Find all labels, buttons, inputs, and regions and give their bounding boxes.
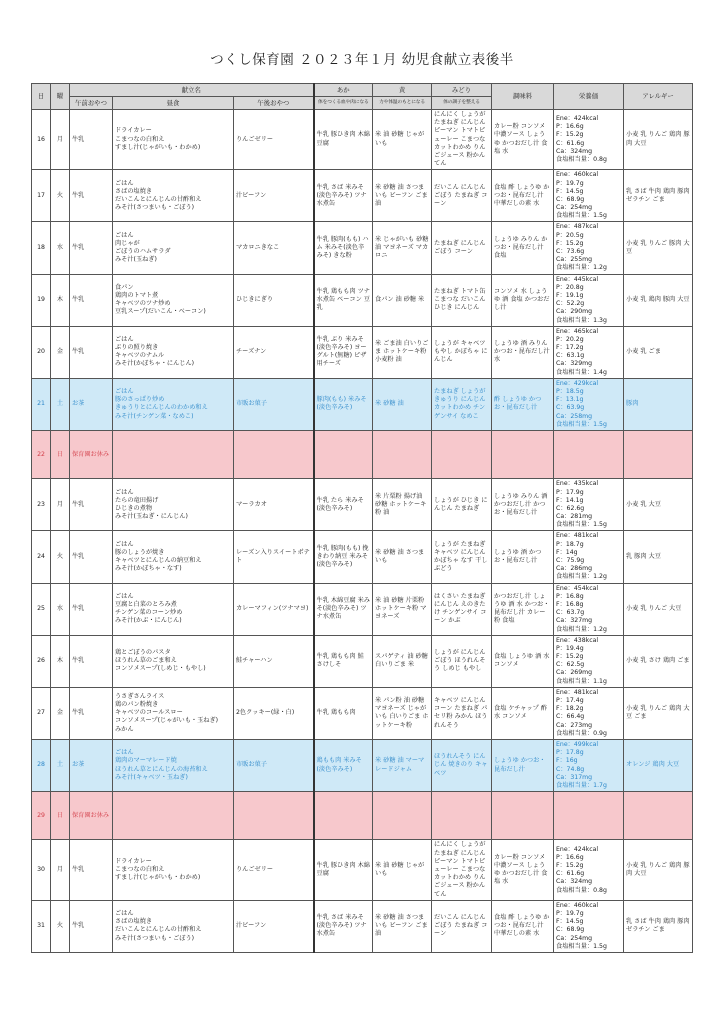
cell-green: たまねぎ トマト缶 こまつな だいこん ひじき にんじん: [432, 274, 492, 326]
cell-green: しょうが たまねぎ キャベツ にんじん かぼちゃ なす 干しぶどう: [432, 531, 492, 583]
cell-pm: りんごゼリー: [234, 840, 314, 900]
cell-day: 23: [32, 479, 51, 531]
header-lunch: 昼食: [113, 97, 234, 110]
cell-yellow: [373, 430, 432, 478]
cell-wd: 木: [51, 635, 70, 687]
cell-lunch: ごはん さばの塩焼き だいこんとにんじんの甘酢和え みそ汁(さつまいも・ごぼう): [113, 170, 234, 222]
cell-lunch: ごはん ぶりの照り焼き キャベツのナムル みそ汁(かぼちゃ・にんじん): [113, 326, 234, 378]
cell-wd: 月: [51, 479, 70, 531]
cell-allergy: 小麦 乳 りんご 鶏肉 大豆 ごま: [624, 687, 693, 739]
cell-lunch: ごはん 肉じゃが ごぼうのハムサラダ みそ汁(玉ねぎ): [113, 222, 234, 274]
cell-am: 牛乳: [70, 900, 113, 952]
header-weekday: 曜: [51, 84, 70, 110]
cell-wd: 木: [51, 274, 70, 326]
table-row: [32, 274, 693, 326]
cell-day: 31: [32, 900, 51, 952]
cell-allergy: 乳 さば 牛肉 鶏肉 豚肉 ゼラチン ごま: [624, 170, 693, 222]
cell-allergy: 小麦 乳 りんご 豚肉 大豆: [624, 222, 693, 274]
cell-am: 牛乳: [70, 222, 113, 274]
cell-wd: 金: [51, 687, 70, 739]
menu-table: [31, 83, 693, 953]
header-am-snack: 午前おやつ: [70, 97, 113, 110]
cell-lunch: ごはん 豚のしょうが焼き キャベツとにんじんの納豆和え みそ汁(かぼちゃ・なす): [113, 531, 234, 583]
cell-yellow: 食パン 油 砂糖 米: [373, 274, 432, 326]
cell-wd: 月: [51, 840, 70, 900]
cell-lunch: ごはん 豆腐と白菜のとろみ煮 チンゲン菜のコーン炒め みそ汁(かぶ・にんじん): [113, 583, 234, 635]
menu-body: [32, 110, 693, 953]
table-row: [32, 739, 693, 791]
table-row: [32, 687, 693, 739]
cell-seasoning: カレー粉 コンソメ 中濃ソース しょうゆ かつおだし汁 食塩 水: [492, 110, 554, 170]
cell-yellow: 米 砂糖 油 さつまいも ビーフン ごま油: [373, 900, 432, 952]
cell-red: 牛乳 豚ひき肉 木綿豆腐: [314, 840, 373, 900]
cell-red: 牛乳 豚ひき肉 木綿豆腐: [314, 110, 373, 170]
page-title: つくし保育園 ２０２３年１月 幼児食献立表後半: [210, 52, 514, 68]
cell-red: 豚肉(もも) 米みそ(淡色辛みそ): [314, 378, 373, 430]
table-row: [32, 479, 693, 531]
cell-am: 牛乳: [70, 170, 113, 222]
cell-seasoning: 酢 しょうゆ かつお・昆布だし汁: [492, 378, 554, 430]
cell-allergy: 小麦 乳 大豆: [624, 479, 693, 531]
header-allergy: アレルギー: [624, 84, 693, 110]
cell-allergy: 小麦 乳 鶏肉 豚肉 大豆: [624, 274, 693, 326]
cell-wd: 火: [51, 531, 70, 583]
cell-day: 17: [32, 170, 51, 222]
cell-yellow: スパゲティ 油 砂糖 白いりごま 米: [373, 635, 432, 687]
cell-yellow: 米 じゃがいも 砂糖 油 マヨネーズ マカロニ: [373, 222, 432, 274]
table-row: [32, 170, 693, 222]
header-red: あか: [314, 84, 373, 97]
cell-seasoning: しょうゆ 酒 みりん かつお・昆布だし汁 水: [492, 326, 554, 378]
cell-day: 18: [32, 222, 51, 274]
cell-seasoning: 食塩 しょうゆ 酒 水 コンソメ: [492, 635, 554, 687]
cell-green: しょうが ひじき にんじん たまねぎ: [432, 479, 492, 531]
cell-allergy: 小麦 乳 りんご 大豆: [624, 583, 693, 635]
cell-yellow: 米 砂糖 油 さつまいも ビーフン ごま油: [373, 170, 432, 222]
cell-green: にんにく しょうが たまねぎ にんじん ピーマン トマトピューレー こまつな カットわかめ りんごジュース 粉かんてん: [432, 840, 492, 900]
cell-yellow: 米 片栗粉 揚げ油 砂糖 ホットケーキ粉 油: [373, 479, 432, 531]
cell-green: [432, 430, 492, 478]
cell-yellow: 米 パン粉 油 砂糖 マヨネーズ じゃがいも 白いりごま ホットケーキ粉: [373, 687, 432, 739]
cell-seasoning: かつおだし汁 しょうゆ 酒 水 かつお・昆布だし汁 カレー粉 食塩: [492, 583, 554, 635]
cell-allergy: 豚肉: [624, 378, 693, 430]
cell-yellow: [373, 792, 432, 840]
cell-green: はくさい たまねぎ にんじん えのきたけ チンゲンサイ コーン かぶ: [432, 583, 492, 635]
cell-nutrition: Ene：499kcal P：17.8g F：16g C：74.8g Ca：317mg 食塩相当量：1.7g: [554, 739, 624, 791]
cell-green: キャベツ にんじん コーン たまねぎ パセリ粉 みかん ほうれんそう: [432, 687, 492, 739]
cell-allergy: 小麦 乳 りんご 鶏肉 豚肉 大豆: [624, 840, 693, 900]
cell-am: 牛乳: [70, 479, 113, 531]
cell-am: 牛乳: [70, 326, 113, 378]
cell-pm: 汁ビーフン: [234, 170, 314, 222]
cell-seasoning: [492, 792, 554, 840]
header-red-sub: 体をつくる血や肉になる: [314, 97, 373, 110]
cell-green: [432, 792, 492, 840]
cell-yellow: 米 砂糖 油: [373, 378, 432, 430]
cell-nutrition: Ene：465kcal P：20.2g F：17.2g C：63.1g Ca：329mg 食塩相当量：1.4g: [554, 326, 624, 378]
cell-lunch: ドライカレー こまつなの白和え すまし汁(じゃがいも・わかめ): [113, 110, 234, 170]
cell-lunch: 食パン 鶏肉のトマト煮 キャベツのツナ炒め 豆乳スープ(だいこん・ベーコン): [113, 274, 234, 326]
table-row: [32, 110, 693, 170]
cell-nutrition: Ene：481kcal P：17.4g F：18.2g C：66.4g Ca：273mg 食塩相当量：0.9g: [554, 687, 624, 739]
cell-wd: 水: [51, 222, 70, 274]
cell-am: 保育園お休み: [70, 430, 113, 478]
cell-lunch: ドライカレー こまつなの白和え すまし汁(じゃがいも・わかめ): [113, 840, 234, 900]
table-row: [32, 583, 693, 635]
cell-am: 牛乳: [70, 531, 113, 583]
cell-day: 21: [32, 378, 51, 430]
cell-wd: 金: [51, 326, 70, 378]
header-green: みどり: [432, 84, 492, 97]
cell-pm: ひじきにぎり: [234, 274, 314, 326]
cell-day: 26: [32, 635, 51, 687]
cell-green: たまねぎ にんじん ごぼう コーン: [432, 222, 492, 274]
cell-am: お茶: [70, 739, 113, 791]
table-row: [32, 635, 693, 687]
header-nutrition: 栄養価: [554, 84, 624, 110]
cell-wd: 火: [51, 170, 70, 222]
cell-wd: 水: [51, 583, 70, 635]
cell-green: しょうが にんじん ごぼう ほうれんそう しめじ もやし: [432, 635, 492, 687]
cell-seasoning: しょうゆ みりん かつお・昆布だし汁 食塩: [492, 222, 554, 274]
cell-nutrition: Ene：487kcal P：20.5g F：15.2g C：73.6g Ca：255mg 食塩相当量：1.2g: [554, 222, 624, 274]
cell-lunch: ごはん 鶏肉のマーマレード焼 ほうれん草とにんじんの海苔和え みそ汁(キャベツ・玉ねぎ): [113, 739, 234, 791]
cell-red: 牛乳 ぶり 米みそ(淡色辛みそ) ヨーグルト(無糖) ピザ用チーズ: [314, 326, 373, 378]
cell-wd: 月: [51, 110, 70, 170]
cell-nutrition: Ene：460kcal P：19.7g F：14.5g C：68.9g Ca：254mg 食塩相当量：1.5g: [554, 900, 624, 952]
cell-lunch: ごはん 豚のさっぱり炒め きゅうりとにんじんのわかめ和え みそ汁(チンゲン菜・なめこ): [113, 378, 234, 430]
cell-yellow: 米 油 砂糖 片栗粉 ホットケーキ粉 マヨネーズ: [373, 583, 432, 635]
table-row: [32, 840, 693, 900]
cell-seasoning: [492, 430, 554, 478]
cell-red: 牛乳 さば 米みそ(淡色辛みそ) ツナ水煮缶: [314, 170, 373, 222]
cell-red: 鶏もも肉 米みそ(淡色辛みそ): [314, 739, 373, 791]
cell-green: ほうれんそう にんじん 焼きのり キャベツ: [432, 739, 492, 791]
table-row: [32, 792, 693, 840]
cell-nutrition: Ene：424kcal P：16.6g F：15.2g C：61.6g Ca：324mg 食塩相当量：0.8g: [554, 110, 624, 170]
cell-red: [314, 792, 373, 840]
cell-green: たまねぎ しょうが きゅうり にんじん カットわかめ チンゲンサイ なめこ: [432, 378, 492, 430]
cell-allergy: 小麦 乳 りんご 鶏肉 豚肉 大豆: [624, 110, 693, 170]
cell-pm: カレーマフィン(ツナマヨ): [234, 583, 314, 635]
cell-wd: 土: [51, 739, 70, 791]
cell-allergy: オレンジ 鶏肉 大豆: [624, 739, 693, 791]
header-yellow-sub: 力や体温のもとになる: [373, 97, 432, 110]
cell-yellow: 米 油 砂糖 じゃがいも: [373, 110, 432, 170]
cell-nutrition: Ene：481kcal P：18.7g F：14g C：75.9g Ca：286mg 食塩相当量：1.2g: [554, 531, 624, 583]
cell-nutrition: Ene：424kcal P：16.6g F：15.2g C：61.6g Ca：324mg 食塩相当量：0.8g: [554, 840, 624, 900]
cell-nutrition: Ene：429kcal P：18.5g F：13.1g C：63.9g Ca：258mg 食塩相当量：1.5g: [554, 378, 624, 430]
cell-day: 19: [32, 274, 51, 326]
cell-allergy: 乳 さば 牛肉 鶏肉 豚肉 ゼラチン ごま: [624, 900, 693, 952]
cell-lunch: ごはん さばの塩焼き だいこんとにんじんの甘酢和え みそ汁(さつまいも・ごぼう): [113, 900, 234, 952]
cell-pm: [234, 792, 314, 840]
cell-pm: [234, 430, 314, 478]
cell-nutrition: [554, 430, 624, 478]
cell-am: お茶: [70, 378, 113, 430]
header-green-sub: 体の調子を整える: [432, 97, 492, 110]
cell-wd: 火: [51, 900, 70, 952]
cell-am: 牛乳: [70, 583, 113, 635]
table-row: [32, 531, 693, 583]
cell-red: 牛乳 鶏もも肉: [314, 687, 373, 739]
cell-nutrition: Ene：445kcal P：20.8g F：19.1g C：52.2g Ca：290mg 食塩相当量：1.3g: [554, 274, 624, 326]
cell-nutrition: [554, 792, 624, 840]
table-row: [32, 900, 693, 952]
cell-allergy: 小麦 乳 さけ 鶏肉 ごま: [624, 635, 693, 687]
header-menu-name: 献立名: [70, 84, 314, 97]
cell-nutrition: Ene：435kcal P：17.9g F：14.1g C：62.6g Ca：281mg 食塩相当量：1.5g: [554, 479, 624, 531]
header-pm-snack: 午後おやつ: [234, 97, 314, 110]
cell-pm: チーズナン: [234, 326, 314, 378]
header-day: 日: [32, 84, 51, 110]
cell-allergy: [624, 430, 693, 478]
cell-pm: マカロニきなこ: [234, 222, 314, 274]
cell-day: 30: [32, 840, 51, 900]
cell-pm: 鮭チャーハン: [234, 635, 314, 687]
cell-am: 牛乳: [70, 687, 113, 739]
cell-day: 22: [32, 430, 51, 478]
cell-pm: 汁ビーフン: [234, 900, 314, 952]
cell-wd: 日: [51, 430, 70, 478]
cell-lunch: 鶏とごぼうのパスタ ほうれん草のごま和え コンソメスープ(しめじ・もやし): [113, 635, 234, 687]
cell-green: だいこん にんじん ごぼう たまねぎ コーン: [432, 900, 492, 952]
cell-nutrition: Ene：438kcal P：19.4g F：15.2g C：62.5g Ca：269mg 食塩相当量：1.1g: [554, 635, 624, 687]
cell-seasoning: しょうゆ みりん 酒 かつおだし汁 かつお・昆布だし汁: [492, 479, 554, 531]
cell-lunch: ごはん たらの竜田揚げ ひじきの煮物 みそ汁(玉ねぎ・にんじん): [113, 479, 234, 531]
cell-day: 28: [32, 739, 51, 791]
cell-red: 牛乳 鶏もも肉 鮭 さけしそ: [314, 635, 373, 687]
cell-green: しょうが キャベツ もやし かぼちゃ にんじん: [432, 326, 492, 378]
cell-red: 牛乳 豚肉(もも) 挽きわり納豆 米みそ(淡色辛みそ): [314, 531, 373, 583]
header-yellow: 黄: [373, 84, 432, 97]
cell-pm: りんごゼリー: [234, 110, 314, 170]
table-row: [32, 222, 693, 274]
header-seasoning: 調味料: [492, 84, 554, 110]
table-row: [32, 378, 693, 430]
cell-wd: 土: [51, 378, 70, 430]
header-row-1: [32, 84, 693, 97]
cell-day: 20: [32, 326, 51, 378]
cell-seasoning: しょうゆ かつお・昆布だし汁: [492, 739, 554, 791]
cell-pm: マーラカオ: [234, 479, 314, 531]
cell-red: 牛乳 さば 米みそ(淡色辛みそ) ツナ水煮缶: [314, 900, 373, 952]
cell-red: [314, 430, 373, 478]
cell-seasoning: 食塩 ケチャップ 酢 水 コンソメ: [492, 687, 554, 739]
cell-allergy: 小麦 乳 ごま: [624, 326, 693, 378]
cell-seasoning: コンソメ 水 しょうゆ 酒 食塩 かつおだし汁: [492, 274, 554, 326]
cell-pm: レーズン入りスイートポテト: [234, 531, 314, 583]
cell-green: だいこん にんじん ごぼう たまねぎ コーン: [432, 170, 492, 222]
cell-day: 25: [32, 583, 51, 635]
cell-am: 牛乳: [70, 274, 113, 326]
cell-day: 27: [32, 687, 51, 739]
cell-wd: 日: [51, 792, 70, 840]
cell-red: 牛乳 豚肉(もも) ハム 米みそ(淡色辛みそ) きな粉: [314, 222, 373, 274]
cell-allergy: [624, 792, 693, 840]
cell-lunch: うさぎさんライス 鶏のパン粉焼き キャベツのコールスロー コンソメスープ(じゃがいも・玉ねぎ) みかん: [113, 687, 234, 739]
cell-pm: 市販お菓子: [234, 739, 314, 791]
cell-lunch: [113, 792, 234, 840]
cell-seasoning: しょうゆ 酒 かつお・昆布だし汁: [492, 531, 554, 583]
table-row: [32, 326, 693, 378]
cell-pm: 2色クッキー(緑・白): [234, 687, 314, 739]
cell-am: 牛乳: [70, 110, 113, 170]
cell-seasoning: カレー粉 コンソメ 中濃ソース しょうゆ かつおだし汁 食塩 水: [492, 840, 554, 900]
cell-seasoning: 食塩 酢 しょうゆ かつお・昆布だし汁 中華だしの素 水: [492, 900, 554, 952]
cell-nutrition: Ene：460kcal P：19.7g F：14.5g C：68.9g Ca：254mg 食塩相当量：1.5g: [554, 170, 624, 222]
cell-day: 16: [32, 110, 51, 170]
cell-allergy: 乳 豚肉 大豆: [624, 531, 693, 583]
cell-red: 牛乳 木綿豆腐 米みそ(淡色辛みそ) ツナ水煮缶: [314, 583, 373, 635]
cell-red: 牛乳 鶏もも肉 ツナ水煮缶 ベーコン 豆乳: [314, 274, 373, 326]
cell-day: 24: [32, 531, 51, 583]
table-row: [32, 430, 693, 478]
cell-lunch: [113, 430, 234, 478]
cell-day: 29: [32, 792, 51, 840]
cell-nutrition: Ene：454kcal P：16.8g F：16.8g C：63.7g Ca：327mg 食塩相当量：1.2g: [554, 583, 624, 635]
cell-red: 牛乳 たら 米みそ(淡色辛みそ): [314, 479, 373, 531]
cell-am: 牛乳: [70, 840, 113, 900]
cell-seasoning: 食塩 酢 しょうゆ かつお・昆布だし汁 中華だしの素 水: [492, 170, 554, 222]
cell-yellow: 米 ごま油 白いりごま ホットケーキ粉 小麦粉 油: [373, 326, 432, 378]
cell-yellow: 米 砂糖 油 さつまいも: [373, 531, 432, 583]
cell-am: 保育園お休み: [70, 792, 113, 840]
cell-pm: 市販お菓子: [234, 378, 314, 430]
cell-green: にんにく しょうが たまねぎ にんじん ピーマン トマトピューレー こまつな カットわかめ りんごジュース 粉かんてん: [432, 110, 492, 170]
cell-yellow: 米 油 砂糖 じゃがいも: [373, 840, 432, 900]
cell-am: 牛乳: [70, 635, 113, 687]
cell-yellow: 米 砂糖 油 マーマレードジャム: [373, 739, 432, 791]
